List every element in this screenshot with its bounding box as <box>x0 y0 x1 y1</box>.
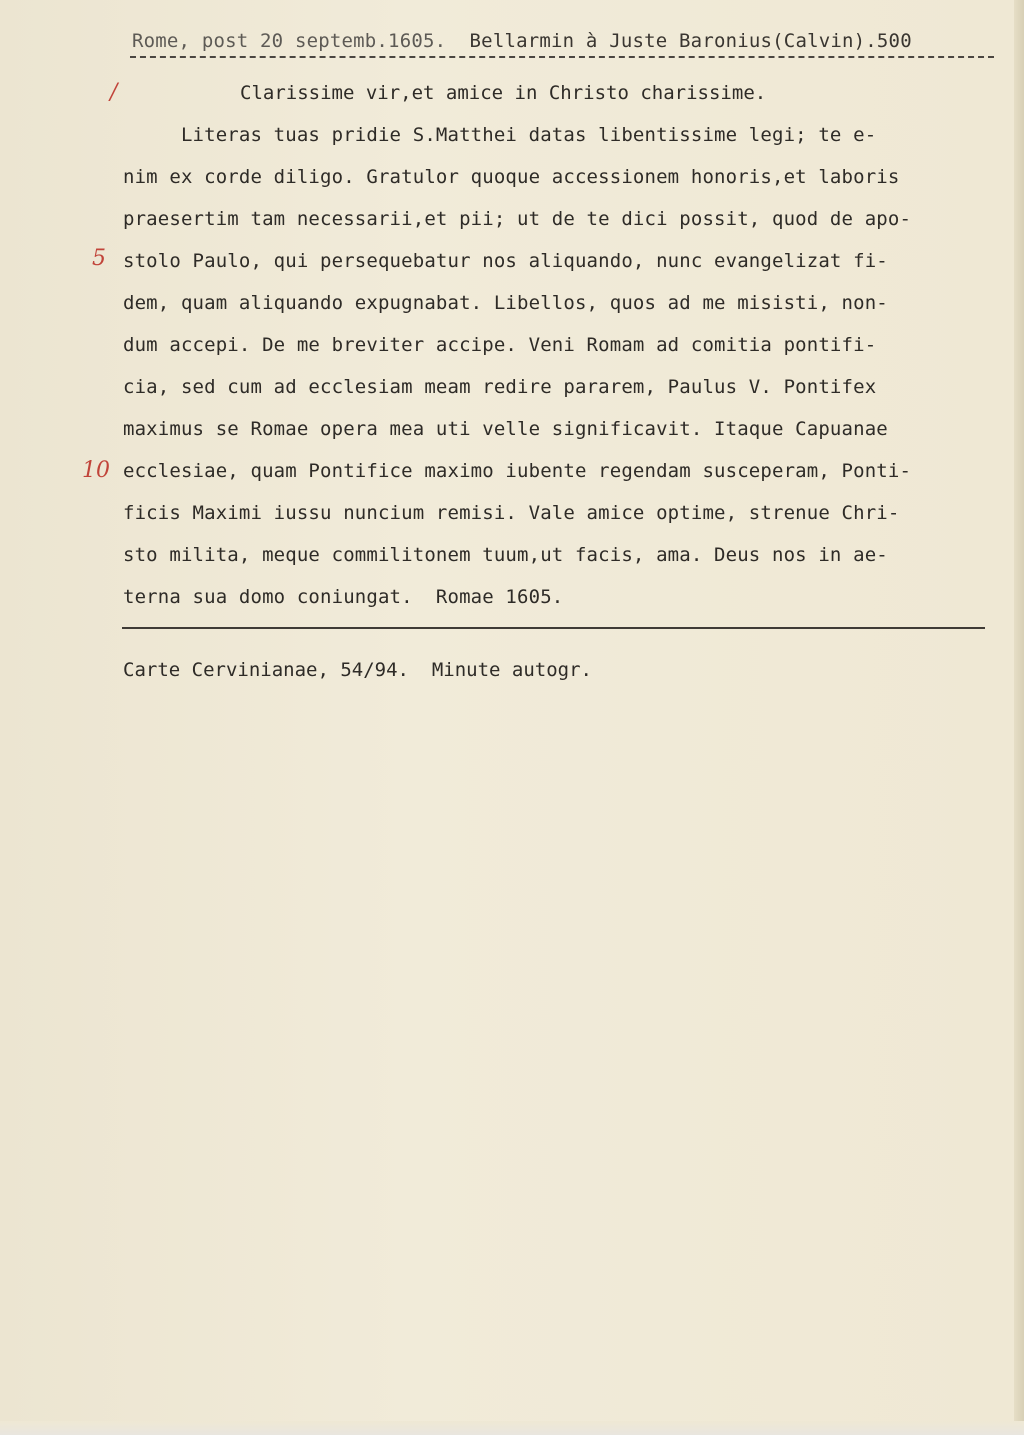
closing-rule <box>122 627 985 629</box>
body-line: terna sua domo coniungat. Romae 1605. <box>123 586 564 608</box>
margin-line-number-1: / <box>110 80 118 105</box>
body-line: praesertim tam necessarii,et pii; ut de te dici possit, quod de apo- <box>123 208 912 230</box>
body-line: Literas tuas pridie S.Matthei datas libentissime legi; te e- <box>123 124 877 146</box>
body-line: dem, quam aliquando expugnabat. Libellos, quos ad me misisti, non- <box>123 292 888 314</box>
body-line: maximus se Romae opera mea uti velle significavit. Itaque Capuanae <box>123 418 888 440</box>
page-bottom-edge <box>0 1421 1024 1435</box>
header-dashed-rule <box>130 56 994 58</box>
source-note: Carte Cervinianae, 54/94. Minute autogr. <box>123 659 592 681</box>
margin-line-number-5: 5 <box>92 246 106 271</box>
header-place-date: Rome, post 20 septemb.1605. <box>132 30 447 52</box>
body-line: stolo Paulo, qui persequebatur nos aliquando, nunc evangelizat fi- <box>123 250 888 272</box>
letter-salutation: Clarissime vir,et amice in Christo charissime. <box>240 82 767 104</box>
body-line: cia, sed cum ad ecclesiam meam redire pararem, Paulus V. Pontifex <box>123 376 877 398</box>
page-edge-shadow <box>1014 0 1024 1435</box>
margin-line-number-10: 10 <box>82 458 110 483</box>
body-line: sto milita, meque commilitonem tuum,ut facis, ama. Deus nos in ae- <box>123 544 888 566</box>
body-line: dum accepi. De me breviter accipe. Veni Romam ad comitia pontifi- <box>123 334 877 356</box>
body-line: ecclesiae, quam Pontifice maximo iubente regendam susceperam, Ponti- <box>123 460 912 482</box>
body-line: nim ex corde diligo. Gratulor quoque accessionem honoris,et laboris <box>123 166 900 188</box>
body-line: ficis Maximi iussu nuncium remisi. Vale amice optime, strenue Chri- <box>123 502 900 524</box>
header-correspondents: Bellarmin à Juste Baronius(Calvin).500 <box>469 30 912 52</box>
letter-header <box>132 30 994 52</box>
